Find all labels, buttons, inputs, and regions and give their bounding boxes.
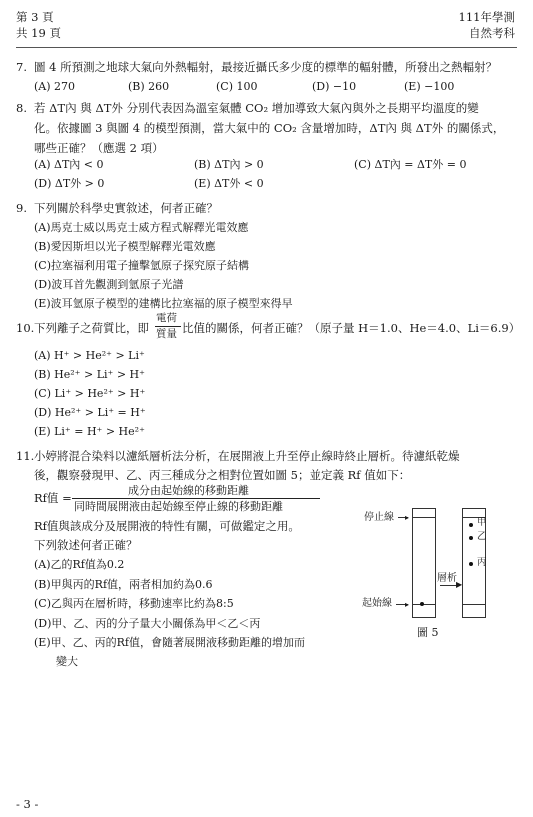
q10-option-e: (E) Li⁺ = H⁺ > He²⁺	[34, 425, 145, 438]
stop-line-label: 停止線	[364, 512, 394, 523]
q8-number: 8.	[16, 101, 27, 115]
q11-line2: 後，觀察發現甲、乙、丙三種成分之相對位置如圖 5；並定義 Rf 值如下：	[34, 468, 411, 482]
q11-option-a: (A)乙的Rf值為0.2	[34, 558, 125, 571]
label-jia: 甲	[477, 517, 487, 528]
q9-option-c: (C)拉塞福利用電子撞擊氫原子探究原子結構	[34, 259, 249, 272]
q8-option-a: (A) ΔT內 < 0	[34, 158, 104, 171]
q11-option-d: (D)甲、乙、丙的分子量大小關係為甲＜乙＜丙	[34, 617, 261, 630]
chromatography-arrow-head: ▶	[456, 580, 463, 589]
stop-line-arrowhead: ▸	[405, 513, 410, 522]
q7-option-d: (D) −10	[312, 80, 357, 93]
q9-number: 9.	[16, 201, 27, 215]
q8-option-e: (E) ΔT外 < 0	[194, 177, 264, 190]
q10-number: 10.	[16, 321, 35, 335]
q10-fraction-numerator: 電荷	[156, 312, 177, 324]
header-exam-title: 111年學測	[458, 10, 515, 24]
q9-option-d: (D)波耳首先觀測到氫原子光譜	[34, 278, 184, 291]
q7-option-b: (B) 260	[128, 80, 170, 93]
q10-suffix: 比值的關係，何者正確？（原子量 H＝1.0、He＝4.0、Li＝6.9）	[182, 321, 521, 335]
paper-strip-before-stop-line	[413, 517, 435, 518]
label-yi: 乙	[477, 531, 487, 542]
spot-bing	[469, 562, 473, 566]
q11-option-e: (E)甲、乙、丙的Rf值，會隨著展開液移動距離的增加而	[34, 636, 305, 649]
spot-jia	[469, 523, 473, 527]
sample-dot	[420, 602, 424, 606]
q8-option-c: (C) ΔT內 = ΔT外 = 0	[354, 158, 467, 171]
q11-option-c: (C)乙與丙在層析時，移動速率比約為8:5	[34, 597, 234, 610]
q8-option-b: (B) ΔT內 > 0	[194, 158, 264, 171]
q9-option-b: (B)愛因斯坦以光子模型解釋光電效應	[34, 240, 216, 253]
header-divider	[16, 47, 517, 48]
q7-text: 圖 4 所預測之地球大氣向外熱輻射，最接近攝氏多少度的標準的輻射體，所發出之熱輻射？	[34, 60, 498, 74]
q10-option-d: (D) He²⁺ > Li⁺ = H⁺	[34, 406, 146, 419]
rf-label: Rf值 =	[34, 491, 72, 505]
rf-denominator: 同時間展開液由起始線至停止線的移動距離	[74, 500, 283, 513]
q10-fraction-bar	[155, 326, 181, 327]
q10-prefix: 下列離子之荷質比，即	[34, 321, 149, 335]
q10-fraction-denominator: 質量	[156, 328, 177, 340]
q8-line1: 若 ΔT內 與 ΔT外 分別代表因為溫室氣體 CO₂ 增加導致大氣內與外之長期平均溫度的變	[34, 101, 479, 115]
chromatography-arrow-label: 層析	[437, 573, 457, 584]
q7-option-e: (E) −100	[404, 80, 455, 93]
start-line-label: 起始線	[362, 598, 392, 609]
q11-line3: Rf值與該成分及展開液的特性有關，可做鑑定之用。	[34, 519, 300, 533]
figure-5-caption: 圖 5	[417, 626, 439, 639]
q9-option-a: (A)馬克士威以馬克士威方程式解釋光電效應	[34, 221, 249, 234]
paper-strip-before-start-line	[413, 604, 435, 605]
rf-fraction-bar	[72, 498, 320, 499]
start-line-arrowhead: ▸	[405, 600, 410, 609]
q11-number: 11.	[16, 449, 35, 463]
q11-line4: 下列敘述何者正確？	[34, 538, 138, 552]
q8-option-d: (D) ΔT外 > 0	[34, 177, 105, 190]
q7-number: 7.	[16, 60, 27, 74]
q10-option-c: (C) Li⁺ > He²⁺ > H⁺	[34, 387, 146, 400]
q10-option-b: (B) He²⁺ > Li⁺ > H⁺	[34, 368, 145, 381]
q9-text: 下列關於科學史實敘述，何者正確？	[34, 201, 218, 215]
footer-page-number: - 3 -	[16, 797, 39, 811]
q11-option-b: (B)甲與丙的Rf值，兩者相加約為0.6	[34, 578, 213, 591]
q9-option-e: (E)波耳氫原子模型的建構比拉塞福的原子模型來得早	[34, 297, 293, 310]
header-subject: 自然考科	[469, 26, 515, 40]
q10-option-a: (A) H⁺ > He²⁺ > Li⁺	[34, 349, 145, 362]
header-page-number: 第 3 頁	[16, 10, 54, 24]
q7-option-a: (A) 270	[34, 80, 76, 93]
q7-option-c: (C) 100	[216, 80, 258, 93]
paper-strip-after-start-line	[463, 604, 485, 605]
paper-strip-before	[412, 508, 436, 618]
q8-line3: 哪些正確？（應選 2 項）	[34, 141, 164, 155]
spot-yi	[469, 536, 473, 540]
rf-numerator: 成分由起始線的移動距離	[128, 484, 249, 497]
header-total-pages: 共 19 頁	[16, 26, 61, 40]
label-bing: 丙	[477, 557, 487, 568]
q11-option-e-continued: 變大	[56, 655, 78, 668]
q8-line2: 化。依據圖 3 與圖 4 的模型預測，當大氣中的 CO₂ 含量增加時，ΔT內 與 ΔT外 的關係式，	[34, 121, 505, 135]
q11-line1: 小婷將混合染料以濾紙層析法分析，在展開液上升至停止線時終止層析。待濾紙乾燥	[34, 449, 460, 463]
